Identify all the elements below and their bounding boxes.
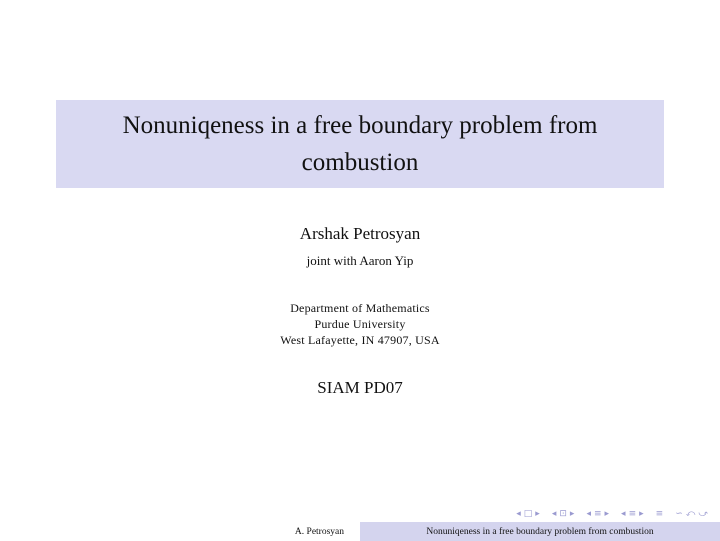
footer-author-section <box>0 522 360 541</box>
nav-doc-icon[interactable]: ≡ <box>628 509 637 519</box>
nav-search-icon[interactable]: ∽ <box>675 509 683 519</box>
nav-section-icon[interactable]: ≡ <box>593 509 602 519</box>
beamer-navigation <box>516 507 708 521</box>
nav-back-icon[interactable]: ⤺ <box>685 509 696 519</box>
nav-frame-icon[interactable]: □ <box>523 509 533 519</box>
event-name: SIAM PD07 <box>317 378 403 397</box>
title-block <box>56 100 664 188</box>
author-name: Arshak Petrosyan <box>299 224 421 243</box>
nav-next-section-icon[interactable]: ▸ <box>604 509 610 519</box>
nav-next-doc-icon[interactable]: ▸ <box>639 509 644 519</box>
nav-prev-section-icon[interactable]: ◂ <box>586 509 591 519</box>
institute-line: Department of Mathematics <box>290 301 430 315</box>
nav-prev-subsection-icon[interactable]: ◂ <box>551 509 557 519</box>
nav-next-subsection-icon[interactable]: ▸ <box>569 509 575 519</box>
institute <box>0 300 720 348</box>
institute-line: West Lafayette, IN 47907, USA <box>280 333 440 347</box>
institute-line: Purdue University <box>314 317 406 331</box>
nav-prev-frame-icon[interactable]: ◂ <box>516 509 521 519</box>
nav-appendix-icon[interactable]: ≡ <box>655 509 664 519</box>
footer-author: A. Petrosyan <box>294 526 344 537</box>
nav-next-frame-icon[interactable]: ▸ <box>535 509 540 519</box>
slide-title: Nonuniqeness in a free boundary problem from combustion <box>122 112 598 176</box>
nav-prev-doc-icon[interactable]: ◂ <box>621 509 626 519</box>
footer-title-section <box>360 522 720 541</box>
footer-bar <box>0 522 720 541</box>
nav-subsection-icon[interactable]: ⊡ <box>559 509 567 519</box>
joint-with: joint with Aaron Yip <box>306 253 414 268</box>
footer-title: Nonuniqeness in a free boundary problem from combustion <box>426 526 654 537</box>
nav-forward-icon[interactable]: ⤻ <box>698 509 708 519</box>
